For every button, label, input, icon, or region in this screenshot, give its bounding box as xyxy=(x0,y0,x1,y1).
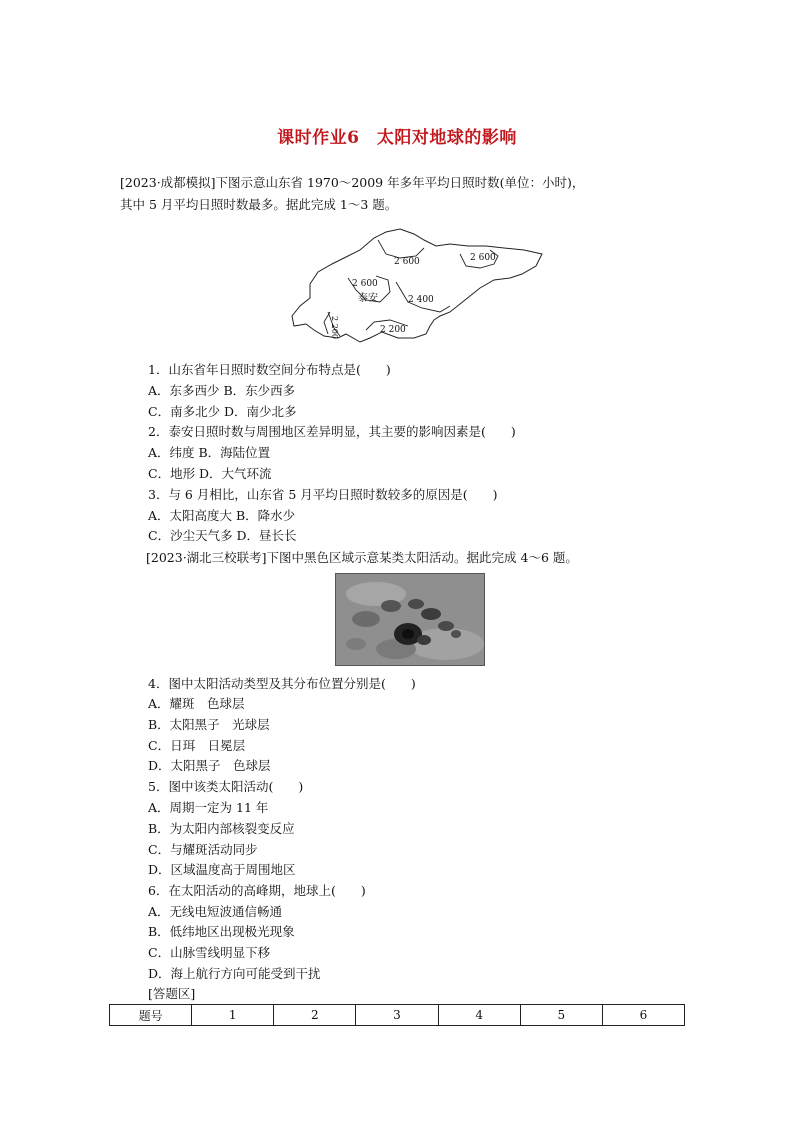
question-1-options-cd: C．南多北少 D．南少北多 xyxy=(148,404,297,419)
answer-area-label: [答题区] xyxy=(148,986,196,1001)
question-3-stem: 3．与 6 月相比，山东省 5 月平均日照时数较多的原因是( ) xyxy=(148,487,498,502)
map-label-2600-east: 2 600 xyxy=(470,253,496,263)
question-5-stem: 5．图中该类太阳活动( ) xyxy=(148,779,304,794)
map-label-2400: 2 400 xyxy=(408,295,434,305)
question-5-option-a: A．周期一定为 11 年 xyxy=(148,800,269,815)
answer-table-number-1: 1 xyxy=(192,1005,274,1026)
question-6-option-d: D．海上航行方向可能受到干扰 xyxy=(148,966,321,981)
question-6-option-c: C．山脉雪线明显下移 xyxy=(148,945,271,960)
question-4-option-b: B．太阳黑子 光球层 xyxy=(148,717,270,732)
question-4-stem: 4．图中太阳活动类型及其分布位置分别是( ) xyxy=(148,676,416,691)
map-label-2200: 2 200 xyxy=(380,325,406,335)
answer-table-header-row xyxy=(110,1005,685,1026)
intro-line-2: 其中 5 月平均日照时数最多。据此完成 1～3 题。 xyxy=(120,197,398,212)
province-outline xyxy=(292,229,542,342)
answer-table-header: 题号 xyxy=(110,1005,192,1026)
question-4-option-d: D．太阳黑子 色球层 xyxy=(148,758,271,773)
map-label-2200-vertical: 2 200 xyxy=(330,316,339,339)
question-6-option-a: A．无线电短波通信畅通 xyxy=(148,904,283,919)
question-6-option-b: B．低纬地区出现极光现象 xyxy=(148,924,295,939)
map-label-2600-center: 2 600 xyxy=(352,279,378,289)
question-5-option-d: D．区域温度高于周围地区 xyxy=(148,862,296,877)
answer-table xyxy=(109,1004,685,1026)
question-1-options-ab: A．东多西少 B．东少西多 xyxy=(148,383,296,398)
map-label-2600-north: 2 600 xyxy=(394,257,420,267)
question-1-stem: 1．山东省年日照时数空间分布特点是( ) xyxy=(148,362,391,377)
shandong-sunshine-map xyxy=(290,226,546,344)
answer-table-number-2: 2 xyxy=(274,1005,356,1026)
map-label-taian: 泰安 xyxy=(358,293,378,304)
question-2-options-cd: C．地形 D．大气环流 xyxy=(148,466,272,481)
answer-table-number-3: 3 xyxy=(356,1005,438,1026)
question-4-option-c: C．日珥 日冕层 xyxy=(148,738,246,753)
question-3-options-cd: C．沙尘天气多 D．昼长长 xyxy=(148,528,297,543)
answer-table-number-6: 6 xyxy=(602,1005,684,1026)
question-5-option-b: B．为太阳内部核裂变反应 xyxy=(148,821,295,836)
intro-line-1: [2023·成都模拟]下图示意山东省 1970～2009 年多年平均日照时数(单位：小时)， xyxy=(120,175,585,190)
sunspot-image xyxy=(336,574,485,666)
page-title: 课时作业6 太阳对地球的影响 xyxy=(277,128,517,148)
isoline-2600-north xyxy=(378,240,424,258)
question-5-option-c: C．与耀斑活动同步 xyxy=(148,842,258,857)
question-3-options-ab: A．太阳高度大 B．降水少 xyxy=(148,508,296,523)
answer-table-number-4: 4 xyxy=(438,1005,520,1026)
question-2-stem: 2．泰安日照时数与周围地区差异明显，其主要的影响因素是( ) xyxy=(148,424,516,439)
question-4-option-a: A．耀斑 色球层 xyxy=(148,696,245,711)
intro-2: [2023·湖北三校联考]下图中黑色区域示意某类太阳活动。据此完成 4～6 题。 xyxy=(146,550,578,565)
answer-table-number-5: 5 xyxy=(520,1005,602,1026)
question-2-options-ab: A．纬度 B．海陆位置 xyxy=(148,445,271,460)
sunspot-photo xyxy=(335,573,485,666)
question-6-stem: 6．在太阳活动的高峰期，地球上( ) xyxy=(148,883,366,898)
